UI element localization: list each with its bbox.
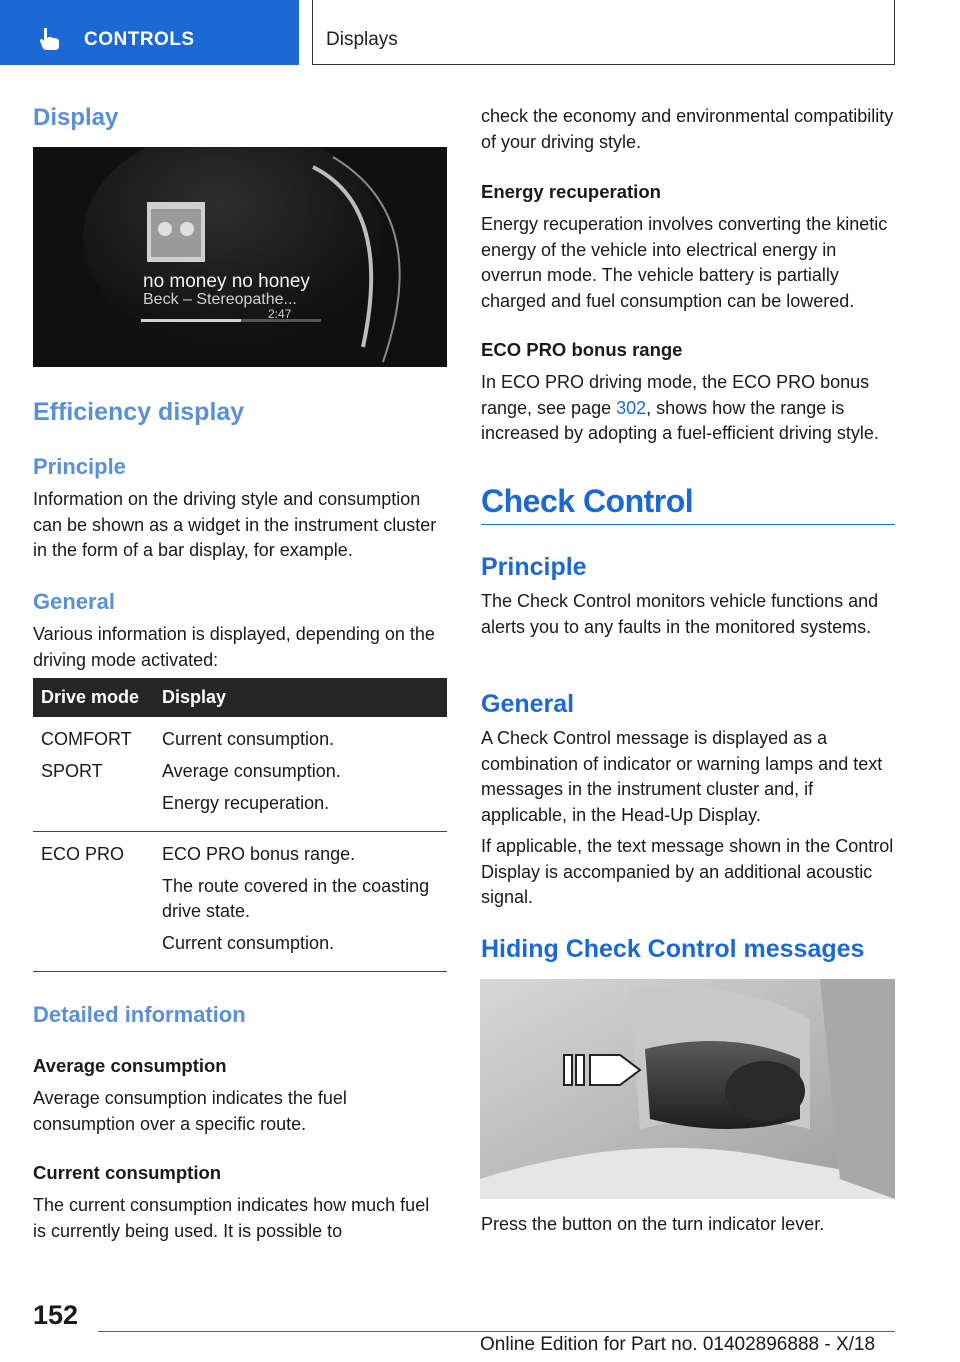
general-heading-right: General <box>481 690 575 718</box>
display-cell: Energy recuperation. <box>162 793 330 813</box>
current-text: The current consumption indicates how much fuel is currently being used. It is possible to <box>33 1195 430 1241</box>
display-cell: Current consumption. <box>162 933 335 953</box>
mode-cell: COMFORT <box>41 729 132 749</box>
general-text-2: If applicable, the text message shown in the Control Display is accompanied by an additional acoustic signal. <box>481 836 894 907</box>
song-artist: Beck – Stereopathe... <box>143 291 297 308</box>
song-title: no money no honey <box>143 271 310 292</box>
general-text-1: A Check Control message is displayed as a combination of indicator or warning lamps and text messages in the instrument cluster and, if applicable, in the Head-Up Display. <box>481 728 883 825</box>
table-row <box>33 832 447 972</box>
hiding-heading: Hiding Check Control messages <box>481 935 865 963</box>
eco-heading: ECO PRO bonus range <box>481 339 683 360</box>
display-cell: Average consumption. <box>162 761 341 781</box>
heading-rule <box>481 524 895 525</box>
current-heading: Current consumption <box>33 1162 222 1183</box>
mode-cell: SPORT <box>41 761 103 781</box>
display-heading: Display <box>33 104 119 131</box>
turn-indicator-lever-image <box>480 979 895 1199</box>
general-text: Various information is displayed, depending on the driving mode activated: <box>33 624 435 670</box>
image-caption: Press the button on the turn indicator lever. <box>481 1214 825 1234</box>
mode-cell: ECO PRO <box>41 844 125 864</box>
principle-text: Information on the driving style and consumption can be shown as a widget in the instrument cluster in the form of a bar display, for example. <box>33 489 437 560</box>
principle-heading: Principle <box>33 454 126 479</box>
check-control-heading: Check Control <box>481 483 694 519</box>
detailed-heading: Detailed information <box>33 1002 246 1027</box>
principle-text-right: The Check Control monitors vehicle functions and alerts you to any faults in the monitored systems. <box>481 591 879 637</box>
general-heading: General <box>33 589 115 614</box>
song-time: 2:47 <box>268 307 292 321</box>
section-title: Displays <box>326 29 398 50</box>
avg-heading: Average consumption <box>33 1055 227 1076</box>
footer-rule <box>98 1331 895 1332</box>
header-divider <box>312 0 313 64</box>
eco-text <box>481 370 895 447</box>
chapter-tab[interactable] <box>0 0 299 65</box>
avg-text: Average consumption indicates the fuel consumption over a specific route. <box>33 1088 347 1134</box>
principle-heading-right: Principle <box>481 553 587 581</box>
hand-pointer-icon <box>38 26 64 52</box>
energy-text: Energy recuperation involves converting the kinetic energy of the vehicle into electrical energy in overrun mode. The vehicle battery is partially charged and fuel consumption can be lowered. <box>481 214 888 311</box>
eco-text-part: In ECO PRO driving mode, the ECO PRO bonus range, see page <box>481 372 870 418</box>
header-underline <box>312 64 895 65</box>
display-cell: The route covered in the coasting drive state. <box>162 876 430 921</box>
header-divider-right <box>894 0 895 64</box>
col-header-display: Display <box>154 678 447 717</box>
page-link[interactable]: 302 <box>616 397 647 418</box>
eco-text-part: , shows how the range is increased by adopting a fuel-efficient driving style. <box>481 397 879 443</box>
table-row <box>33 717 447 832</box>
display-cell: ECO PRO bonus range. <box>162 844 356 864</box>
energy-heading: Energy recuperation <box>481 181 661 202</box>
display-cell: Current consumption. <box>162 729 335 749</box>
page-number: 152 <box>33 1300 79 1330</box>
col-header-drive-mode: Drive mode <box>33 678 154 717</box>
efficiency-heading: Efficiency display <box>33 398 245 426</box>
instrument-cluster-image <box>33 147 447 367</box>
drive-mode-table <box>33 678 447 972</box>
chapter-label: CONTROLS <box>84 29 195 50</box>
edition-footer: Online Edition for Part no. 01402896888 - X/18 <box>480 1334 876 1355</box>
continued-text: check the economy and environmental compatibility of your driving style. <box>481 106 894 152</box>
